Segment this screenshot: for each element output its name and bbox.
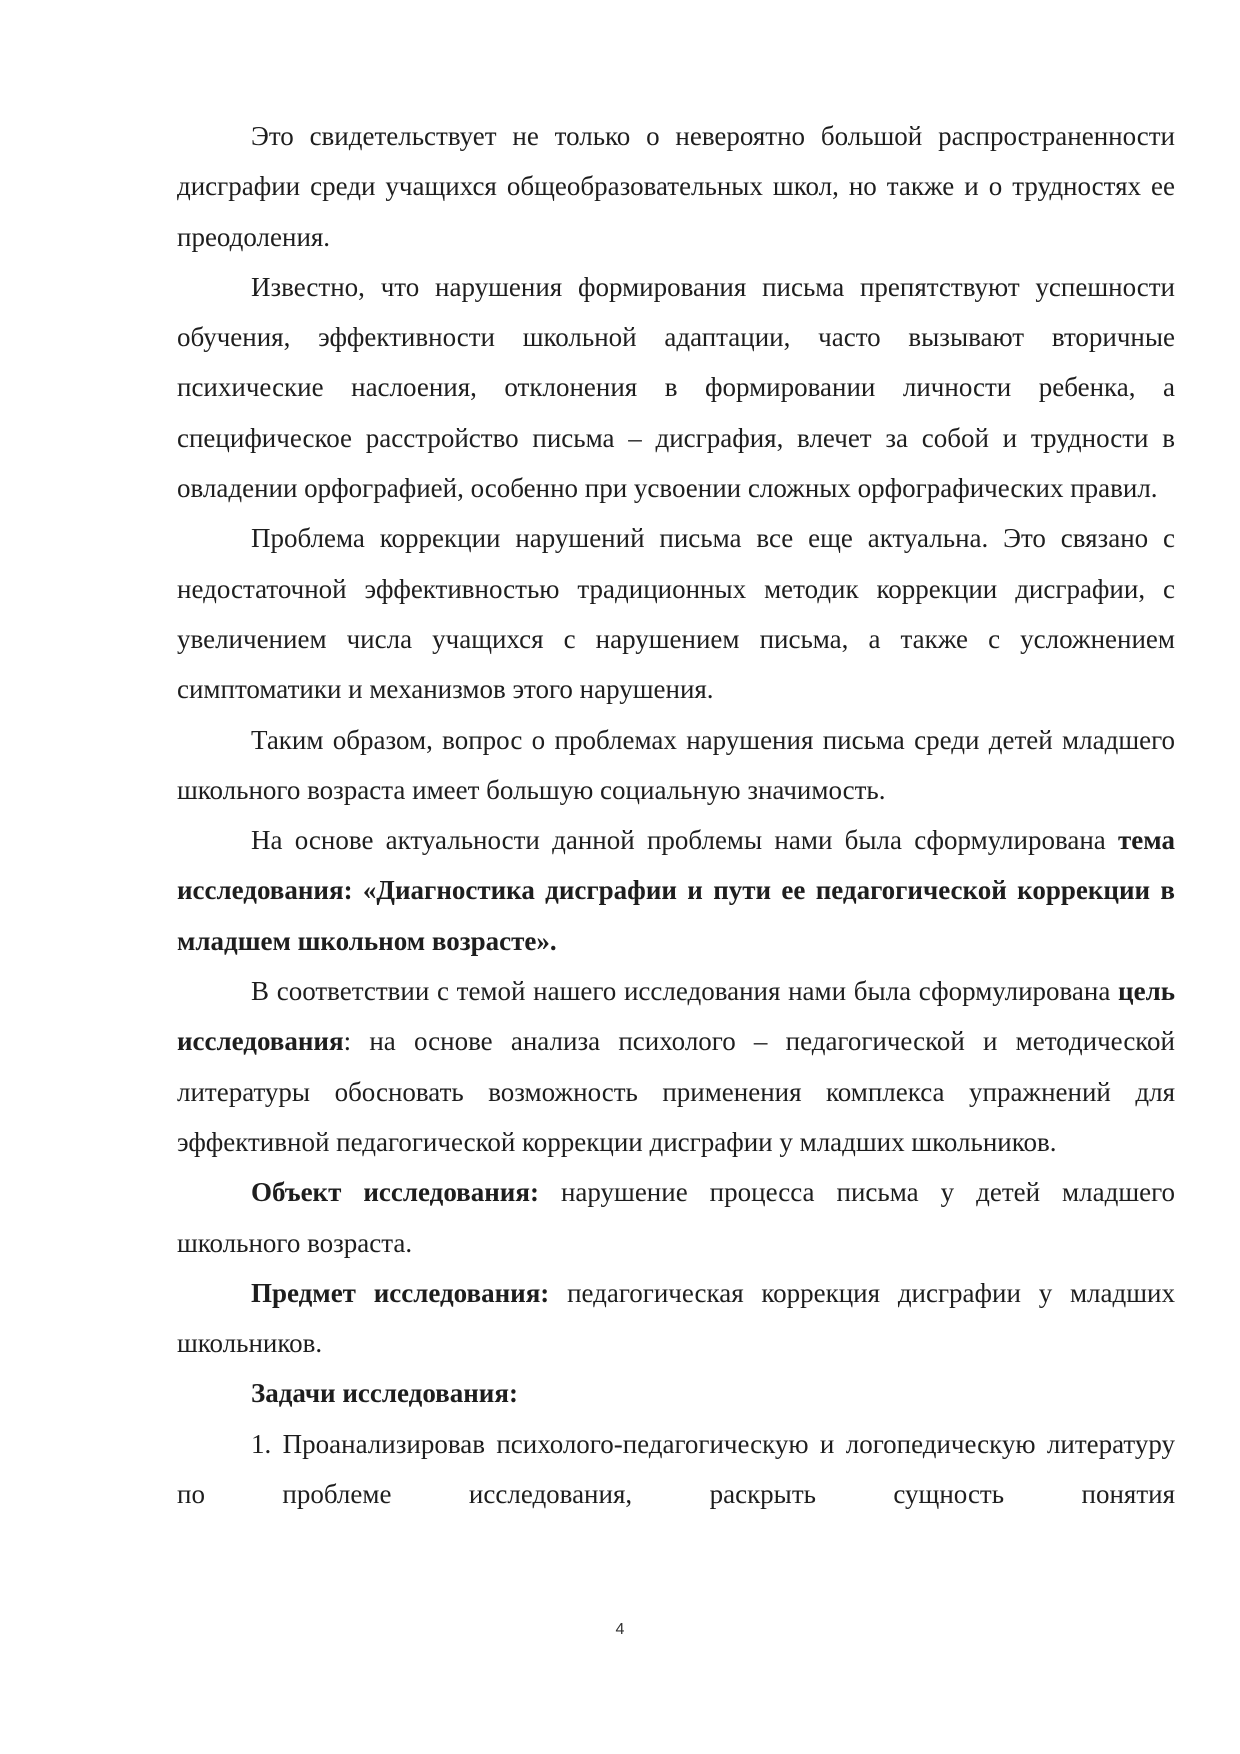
research-theme-label: тема исследования: «Диагностика дисграфии и пути ее педагогической коррекции в младшем школьном возрасте». (177, 825, 1175, 956)
paragraph-research-tasks-heading (177, 1368, 1175, 1418)
paragraph-research-goal (177, 966, 1175, 1167)
page-number: 4 (615, 1621, 625, 1638)
research-goal-label: цель исследования (177, 976, 1175, 1057)
research-theme-intro: На основе актуальности данной проблемы нами была сформулирована (251, 825, 1119, 856)
research-object-label: Объект исследования: (251, 1177, 539, 1208)
research-tasks-heading: Задачи исследования: (251, 1378, 518, 1409)
research-goal-text: : на основе анализа психолого – педагогической и методической литературы обосновать возможность применения комплекса упражнений для эффективной педагогической коррекции дисграфии у младших школьников. (177, 1026, 1175, 1157)
paragraph-research-subject (177, 1268, 1175, 1369)
paragraph-social-significance: Таким образом, вопрос о проблемах нарушения письма среди детей младшего школьного возраста имеет большую социальную значимость. (177, 724, 1175, 805)
paragraph-correction-problem: Проблема коррекции нарушений письма все еще актуальна. Это связано с недостаточной эффективностью традиционных методик коррекции дисграфии, с увеличением числа учащихся с нарушением письма, а также с усложнением симптоматики и механизмов этого нарушения. (177, 523, 1175, 705)
research-subject-text: педагогическая коррекция дисграфии у младших школьников. (177, 1277, 1175, 1359)
research-subject-label: Предмет исследования: (251, 1277, 550, 1308)
research-object-text: нарушение процесса письма у детей младшего школьного возраста. (177, 1177, 1176, 1258)
paragraph-research-task-1: 1. Проанализировав психолого-педагогическую и логопедическую литературу по проблеме исследования, раскрыть сущность понятия (177, 1428, 1175, 1510)
paragraph-research-theme (177, 815, 1175, 966)
paragraph-research-object (177, 1167, 1175, 1268)
paragraph-dysgraphia-prevalence: Это свидетельствует не только о невероятно большой распространенности дисграфии среди учащихся общеобразовательных школ, но также и о трудностях ее преодоления. (177, 121, 1175, 252)
paragraph-writing-disorders: Известно, что нарушения формирования письма препятствуют успешности обучения, эффективности школьной адаптации, часто вызывают вторичные психические наслоения, отклонения в формировании личности ребенка, а специфическое расстройство письма – дисграфия, влечет за собой и трудности в овладении орфографией, особенно при усвоении сложных орфографических правил. (177, 271, 1175, 504)
document-body (177, 111, 1175, 1519)
research-goal-intro: В соответствии с темой нашего исследования нами была сформулирована (251, 976, 1119, 1007)
